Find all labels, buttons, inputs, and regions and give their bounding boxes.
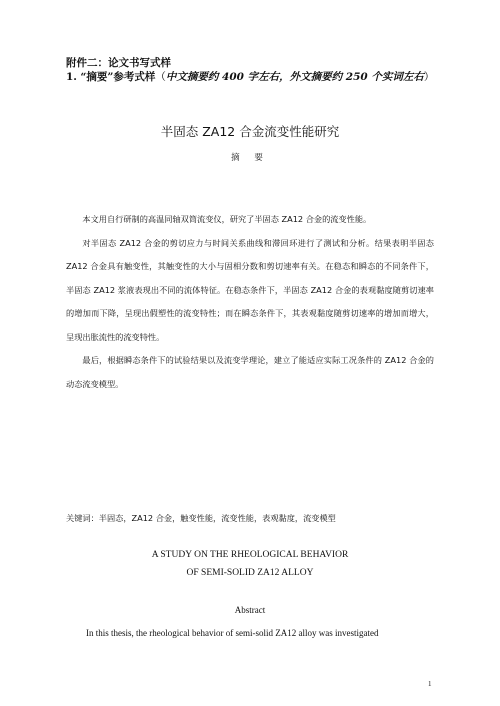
abstract-paragraph: 最后，根据瞬态条件下的试验结果以及流变学理论，建立了能适应实际工况条件的 ZA12 合金的动态流变模型。 bbox=[66, 355, 434, 389]
item-note-close: ） bbox=[423, 71, 435, 83]
abstract-paragraph: 对半固态 ZA12 合金的剪切应力与时间关系曲线和滞回环进行了测试和分析。结果表明半固态 ZA12 合金具有触变性，其触变性的大小与固相分数和剪切速率有关。在稳态和瞬态的不同条件下，半固态 ZA12 浆液表现出不同的流体特征。在稳态条件下，半固态 ZA12 合金的表观黏度随剪切速率的增加而下降，呈现出假塑性的流变特性；而在瞬态条件下，其表观黏度随剪切速率的增加而增大，呈现出胀流性的流变特性。 bbox=[66, 237, 434, 342]
keywords-line: 关键词：半固态，ZA12 合金，触变性能，流变性能，表观黏度，流变模型 bbox=[66, 513, 336, 523]
thesis-title-en-line2: OF SEMI-SOLID ZA12 ALLOY bbox=[186, 568, 314, 578]
page-number: 1 bbox=[428, 680, 432, 688]
abstract-paragraph: 本文用自行研制的高温同轴双筒流变仪，研究了半固态 ZA12 合金的流变性能。 bbox=[82, 214, 372, 224]
item-title: “摘要”参考式样 bbox=[80, 71, 156, 83]
item-note-open: （ bbox=[155, 71, 166, 83]
item-note: 中文摘要约 400 字左右，外文摘要约 250 个实词左右 bbox=[165, 71, 424, 83]
abstract-heading-en: Abstract bbox=[234, 605, 266, 615]
abstract-heading-cn: 摘 要 bbox=[231, 153, 269, 163]
abstract-body-en: In this thesis, the rheological behavior of semi-solid ZA12 alloy was investigated bbox=[86, 628, 379, 638]
thesis-title-en bbox=[0, 546, 500, 582]
item-number: 1. bbox=[66, 71, 77, 83]
thesis-title-cn: 半固态 ZA12 合金流变性能研究 bbox=[160, 124, 340, 139]
format-item-heading bbox=[66, 70, 446, 85]
abstract-body-cn bbox=[66, 208, 434, 396]
appendix-label: 附件二：论文书写式样 bbox=[66, 57, 171, 69]
thesis-title-en-line1: A STUDY ON THE RHEOLOGICAL BEHAVIOR bbox=[151, 550, 349, 560]
